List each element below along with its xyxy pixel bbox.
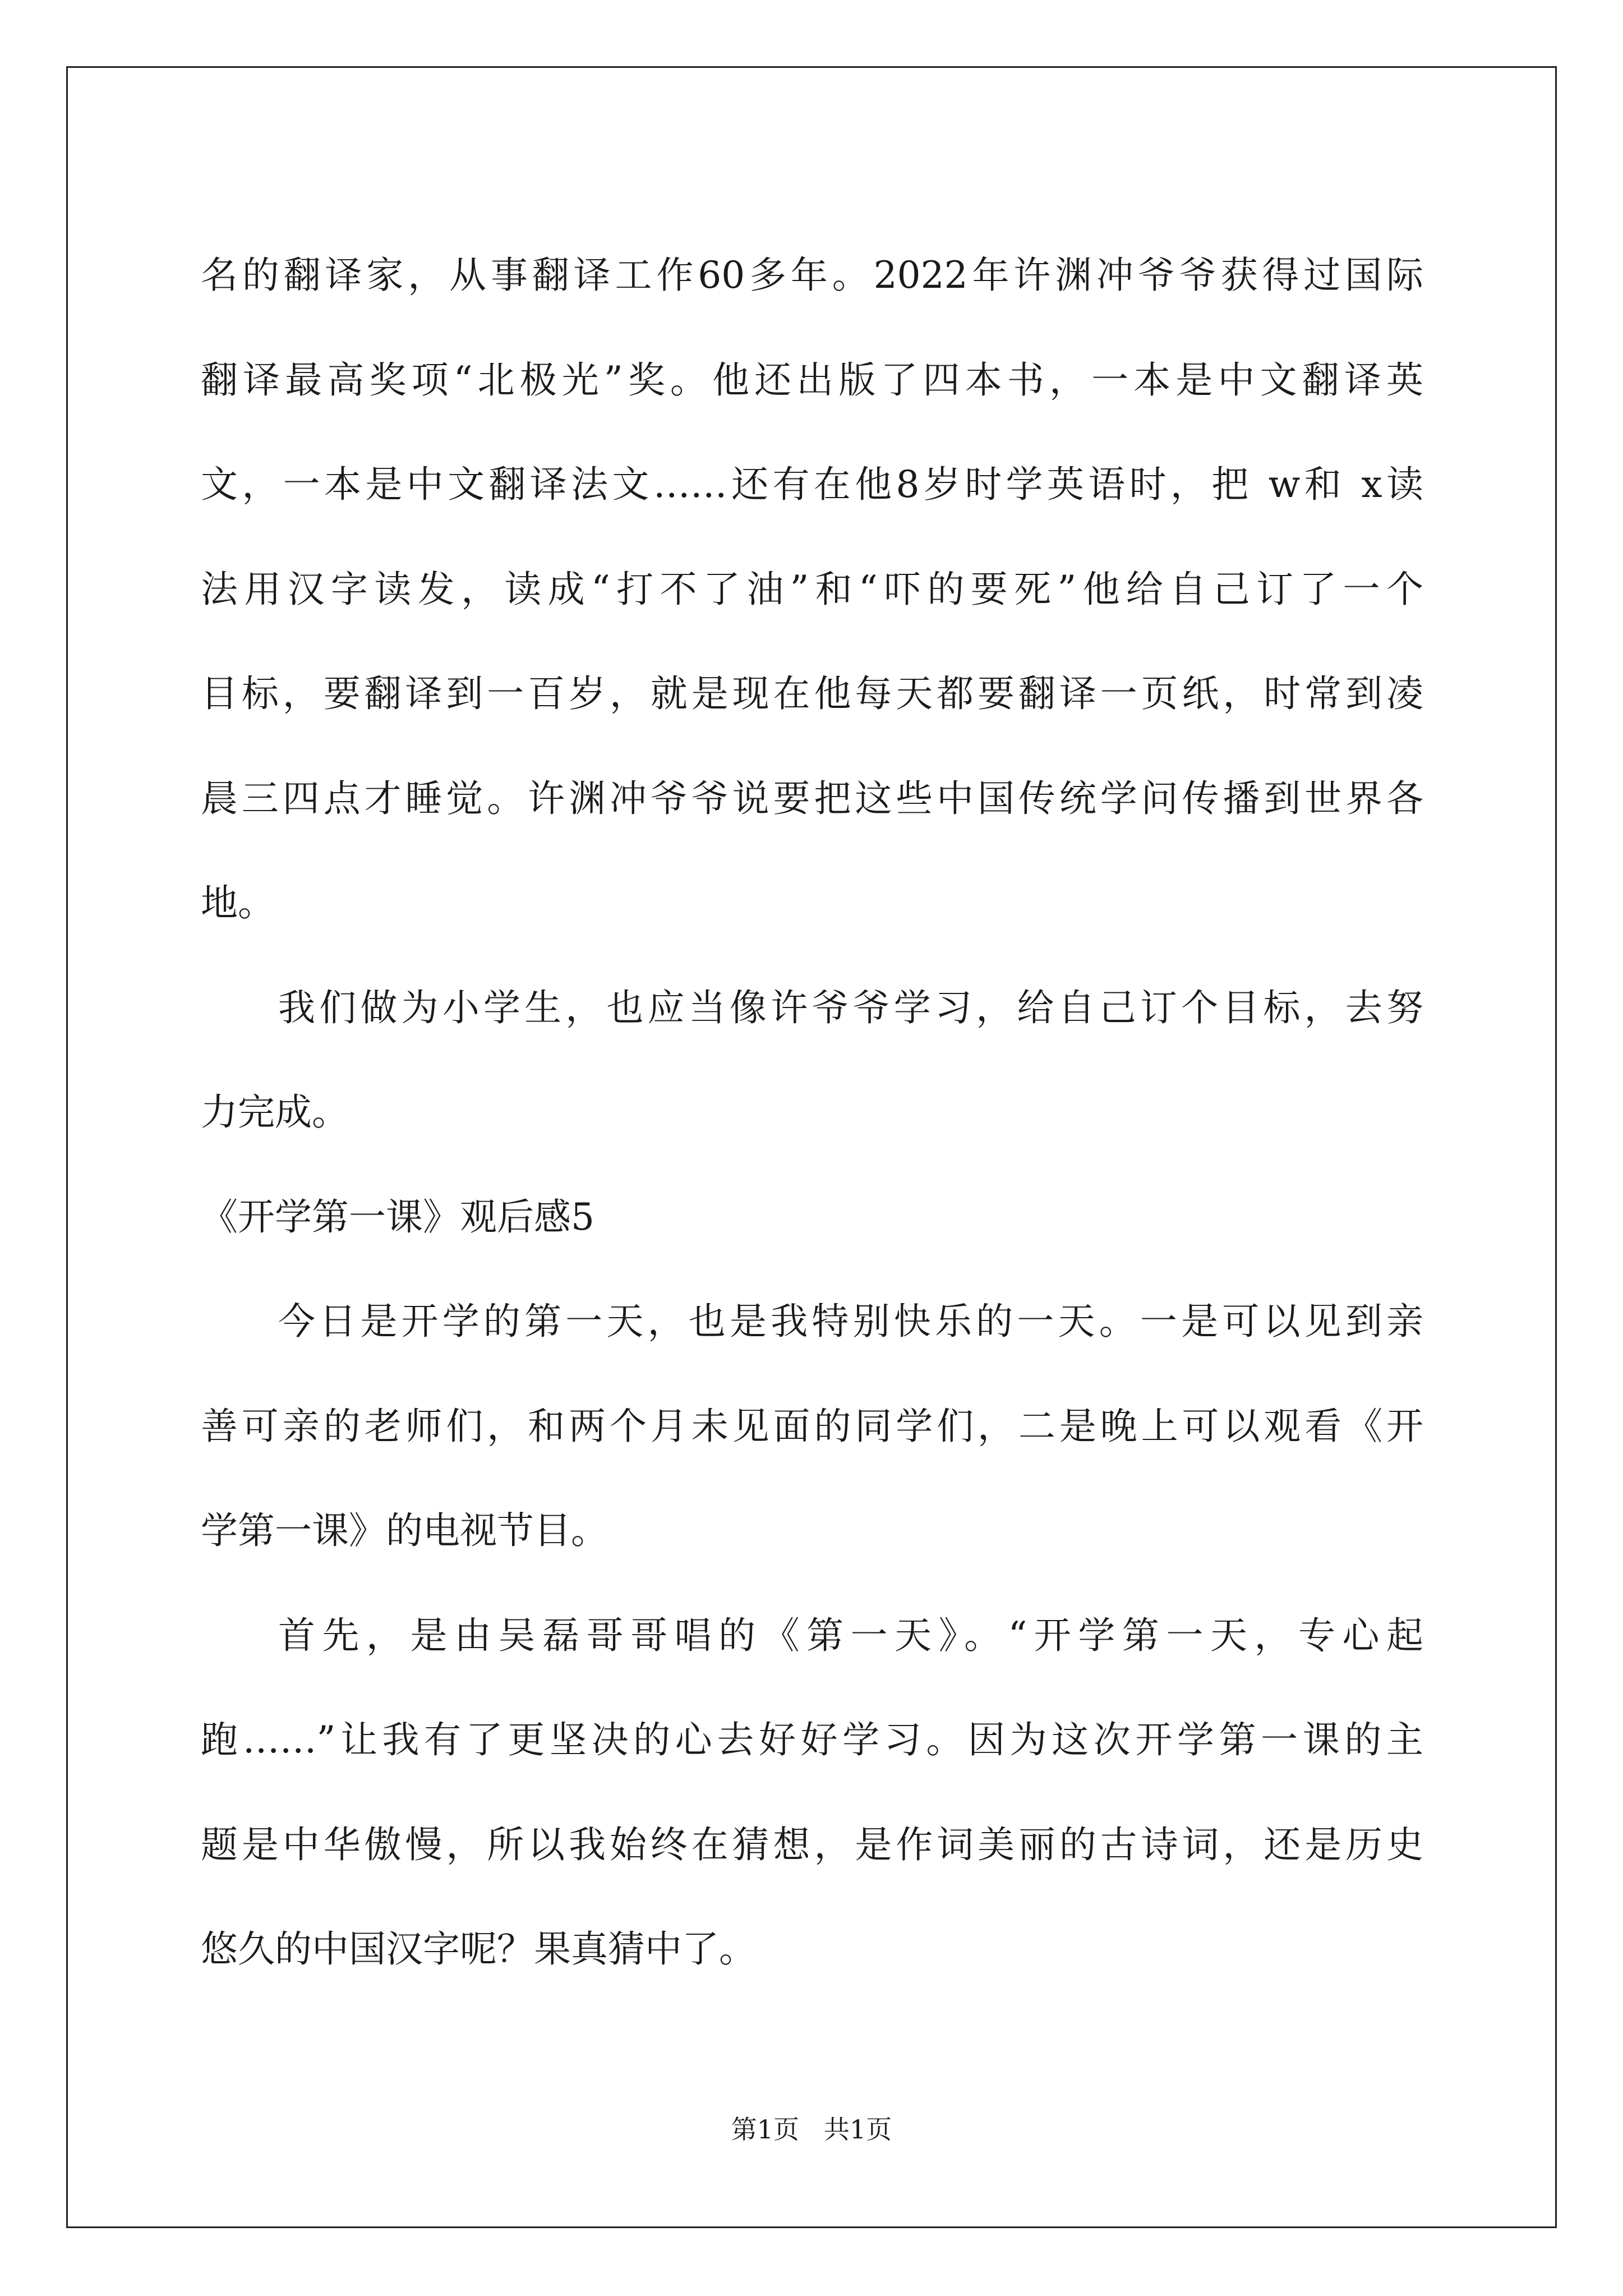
text-line: 学第一课》的电视节目。: [201, 1509, 608, 1552]
paragraph-start-line: 首先，是由吴磊哥哥唱的《第一天》。“开学第一天，专心起: [278, 1613, 1423, 1657]
text-line: 法用汉字读发，读成“打不了油”和“吓的要死”他给自己订了一个: [201, 567, 1423, 611]
text-line: 力完成。: [201, 1091, 349, 1134]
text-line: 目标，要翻译到一百岁，就是现在他每天都要翻译一页纸，时常到凌: [201, 672, 1423, 715]
text-line: 悠久的中国汉字呢？果真猜中了。: [201, 1927, 756, 1971]
page-total: 共1页: [824, 2114, 892, 2145]
document-body: [201, 223, 1423, 2002]
paragraph-start-line: 我们做为小学生，也应当像许爷爷学习，给自己订个目标，去努: [278, 986, 1423, 1029]
text-line: 名的翻译家，从事翻译工作60多年。2022年许渊冲爷爷获得过国际: [201, 254, 1423, 297]
page-footer: [0, 2109, 1623, 2146]
text-line: 晨三四点才睡觉。许渊冲爷爷说要把这些中国传统学问传播到世界各: [201, 776, 1423, 820]
section-heading: 《开学第一课》观后感5: [201, 1195, 594, 1239]
text-line: 题是中华傲慢，所以我始终在猜想，是作词美丽的古诗词，还是历史: [201, 1823, 1423, 1866]
paragraph-start-line: 今日是开学的第一天，也是我特别快乐的一天。一是可以见到亲: [278, 1300, 1423, 1343]
text-line: 地。: [201, 881, 275, 924]
text-line: 跑……”让我有了更坚决的心去好好学习。因为这次开学第一课的主: [201, 1718, 1423, 1761]
text-line: 文，一本是中文翻译法文……还有在他8岁时学英语时，把 w和 x读: [201, 463, 1423, 506]
text-line: 善可亲的老师们，和两个月未见面的同学们，二是晚上可以观看《开: [201, 1404, 1423, 1448]
page-number: 第1页: [731, 2114, 799, 2145]
text-line: 翻译最高奖项“北极光”奖。他还出版了四本书，一本是中文翻译英: [201, 358, 1423, 402]
